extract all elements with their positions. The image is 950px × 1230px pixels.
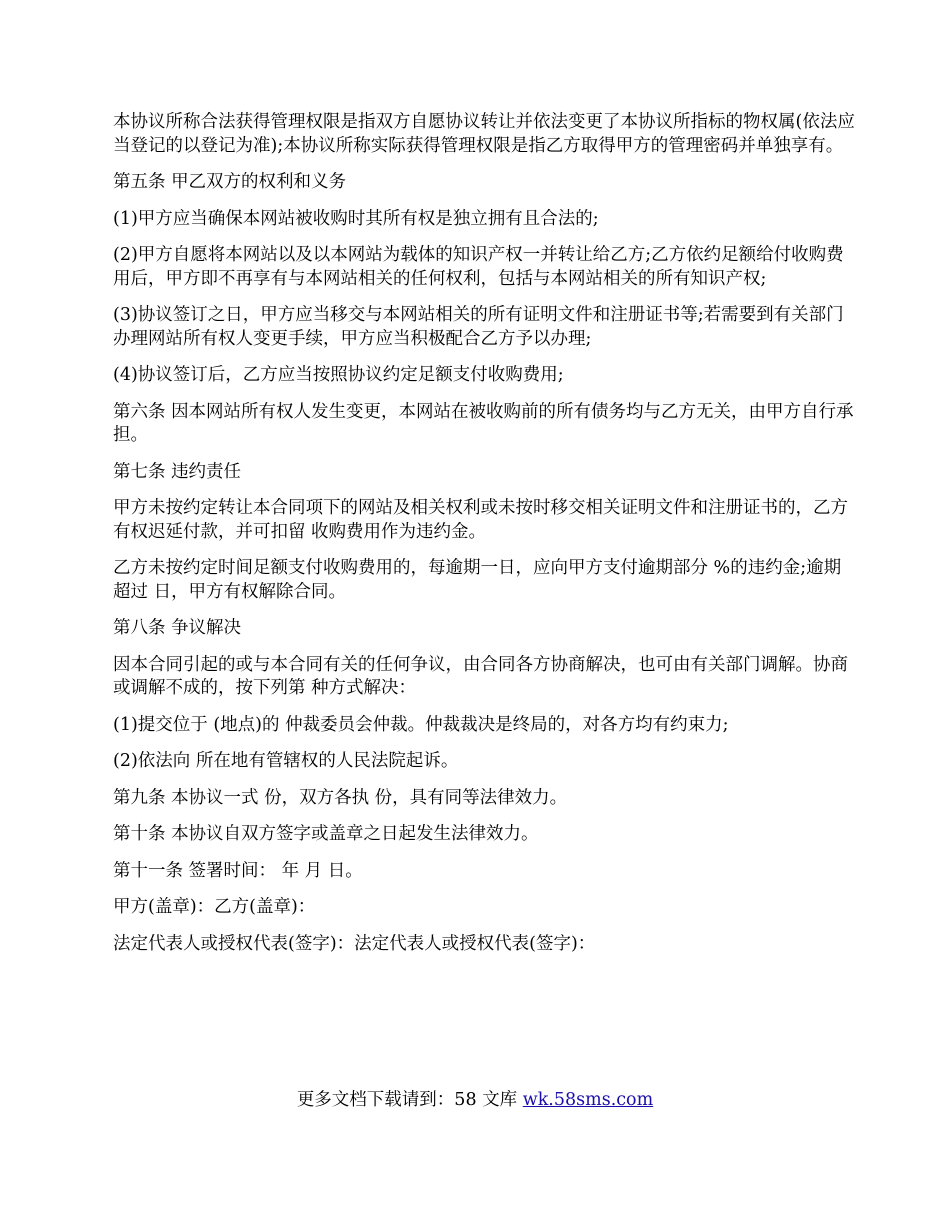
clause-5-4: (4)协议签订后，乙方应当按照协议约定足额支付收购费用; xyxy=(113,365,564,385)
clause-5-3: (3)协议签订之日，甲方应当移交与本网站相关的所有证明文件和注册证书等;若需要到有关部门办理网站所有权人变更手续，甲方应当积极配合乙方予以办理; xyxy=(113,305,844,349)
clause-8-1: (1)提交位于 (地点)的 仲裁委员会仲裁。仲裁裁决是终局的，对各方均有约束力; xyxy=(113,714,729,735)
clause-7-party-b: 乙方未按约定时间足额支付收购费用的，每逾期一日，应向甲方支付逾期部分 %的违约金;逾期超过 日，甲方有权解除合同。 xyxy=(113,558,842,602)
heading-article-10: 第十条 本协议自双方签字或盖章之日起发生法律效力。 xyxy=(113,824,539,844)
footer xyxy=(0,1088,950,1112)
heading-article-6: 第六条 因本网站所有权人发生变更，本网站在被收购前的所有债务均与乙方无关，由甲方自行承担。 xyxy=(113,401,854,445)
clause-8-2: (2)依法向 所在地有管辖权的人民法院起诉。 xyxy=(113,751,459,771)
heading-article-9: 第九条 本协议一式 份，双方各执 份，具有同等法律效力。 xyxy=(113,787,568,808)
clause-7-party-a: 甲方未按约定转让本合同项下的网站及相关权利或未按时移交相关证明文件和注册证书的，乙方有权迟延付款，并可扣留 收购费用作为违约金。 xyxy=(113,498,848,542)
footer-prefix: 更多文档下载请到：58 文库 xyxy=(296,1090,523,1110)
signature-seals: 甲方(盖章)：乙方(盖章)： xyxy=(113,897,316,917)
clause-5-1: (1)甲方应当确保本网站被收购时其所有权是独立拥有且合法的; xyxy=(113,208,599,229)
heading-article-7: 第七条 违约责任 xyxy=(113,461,242,482)
footer-link[interactable]: wk.58sms.com xyxy=(522,1090,654,1110)
paragraph-definition: 本协议所称合法获得管理权限是指双方自愿协议转让并依法变更了本协议所指标的物权属(依法应当登记的以登记为准);本协议所称实际获得管理权限是指乙方取得甲方的管理密码并单独享有。 xyxy=(113,112,855,156)
document-body xyxy=(113,111,858,969)
signature-representatives: 法定代表人或授权代表(签字)：法定代表人或授权代表(签字)： xyxy=(113,933,596,954)
heading-article-8: 第八条 争议解决 xyxy=(113,618,242,638)
clause-8-intro: 因本合同引起的或与本合同有关的任何争议，由合同各方协商解决，也可由有关部门调解。协商或调解不成的，按下列第 种方式解决： xyxy=(113,654,848,698)
clause-5-2: (2)甲方自愿将本网站以及以本网站为载体的知识产权一并转让给乙方;乙方依约足额给付收购费用后，甲方即不再享有与本网站相关的任何权利，包括与本网站相关的所有知识产权; xyxy=(113,245,844,289)
heading-article-5: 第五条 甲乙双方的权利和义务 xyxy=(113,172,347,192)
heading-article-11: 第十一条 签署时间： 年 月 日。 xyxy=(113,860,363,881)
